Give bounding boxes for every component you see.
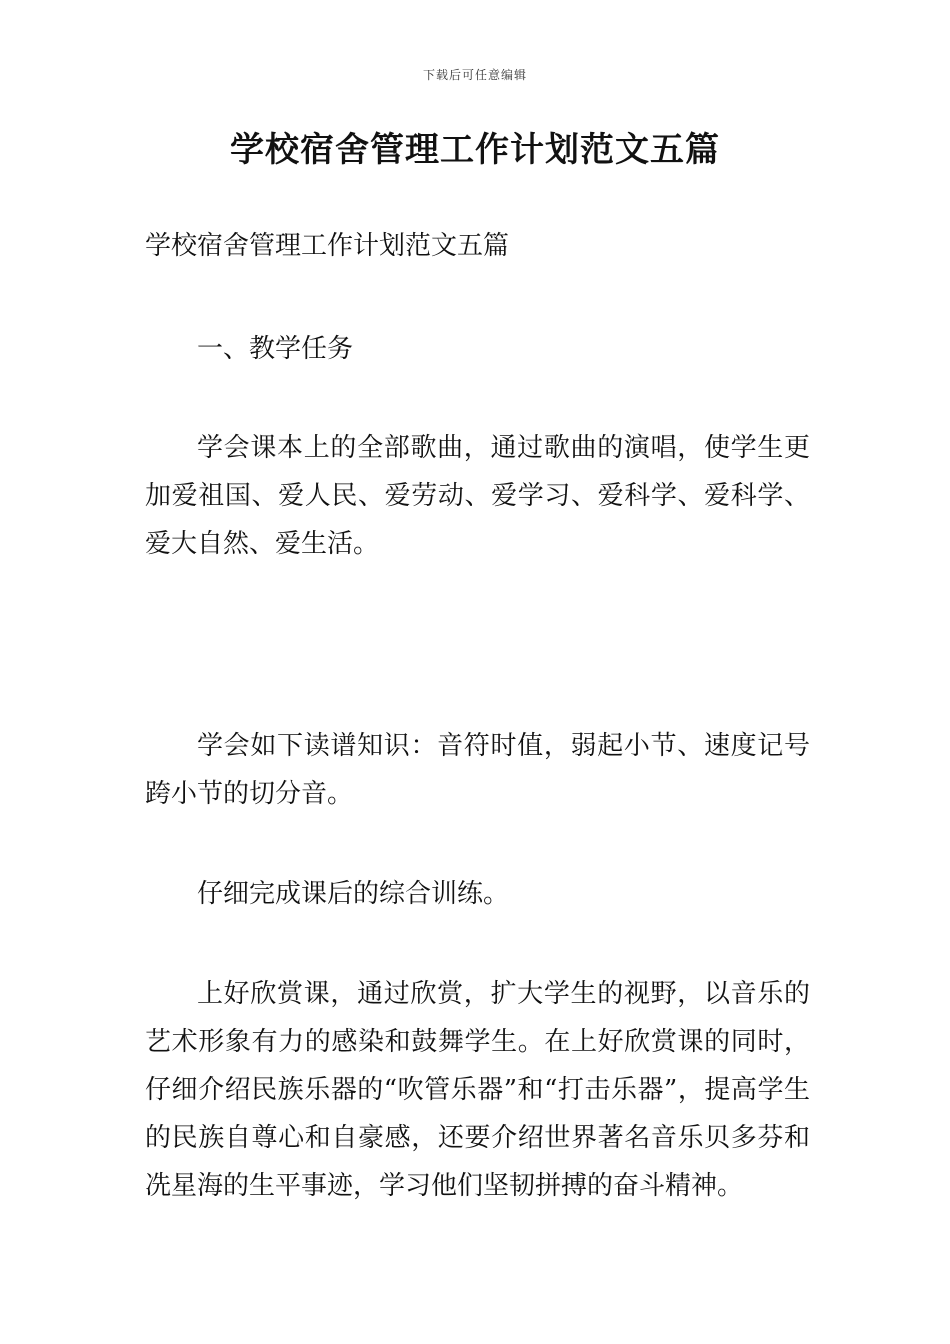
paragraph-block-3 xyxy=(145,870,810,918)
paragraph-4: 上好欣赏课，通过欣赏，扩大学生的视野，以音乐的艺术形象有力的感染和鼓舞学生。在上好欣赏课的同时，仔细介绍民族乐器的“吹管乐器”和“打击乐器”，提高学生的民族自尊心和自豪感，还要介绍世界著名音乐贝多芬和冼星海的生平事迹，学习他们坚韧拼搏的奋斗精神。 xyxy=(145,979,810,1201)
section-heading: 一、教学任务 xyxy=(197,334,354,364)
document-subtitle-block xyxy=(145,222,810,270)
section-heading-block xyxy=(145,325,810,373)
header-note: 下载后可任意编辑 xyxy=(422,68,527,82)
paragraph-3: 仔细完成课后的综合训练。 xyxy=(197,879,510,909)
paragraph-block-1 xyxy=(145,424,810,568)
paragraph-2: 学会如下读谱知识：音符时值，弱起小节、速度记号跨小节的切分音。 xyxy=(145,731,810,809)
document-title: 学校宿舍管理工作计划范文五篇 xyxy=(230,130,720,170)
paragraph-1: 学会课本上的全部歌曲，通过歌曲的演唱，使学生更加爱祖国、爱人民、爱劳动、爱学习、爱科学、爱科学、爱大自然、爱生活。 xyxy=(145,433,810,559)
document-subtitle: 学校宿舍管理工作计划范文五篇 xyxy=(145,231,510,261)
paragraph-block-4 xyxy=(145,970,810,1210)
paragraph-block-2 xyxy=(145,722,810,818)
